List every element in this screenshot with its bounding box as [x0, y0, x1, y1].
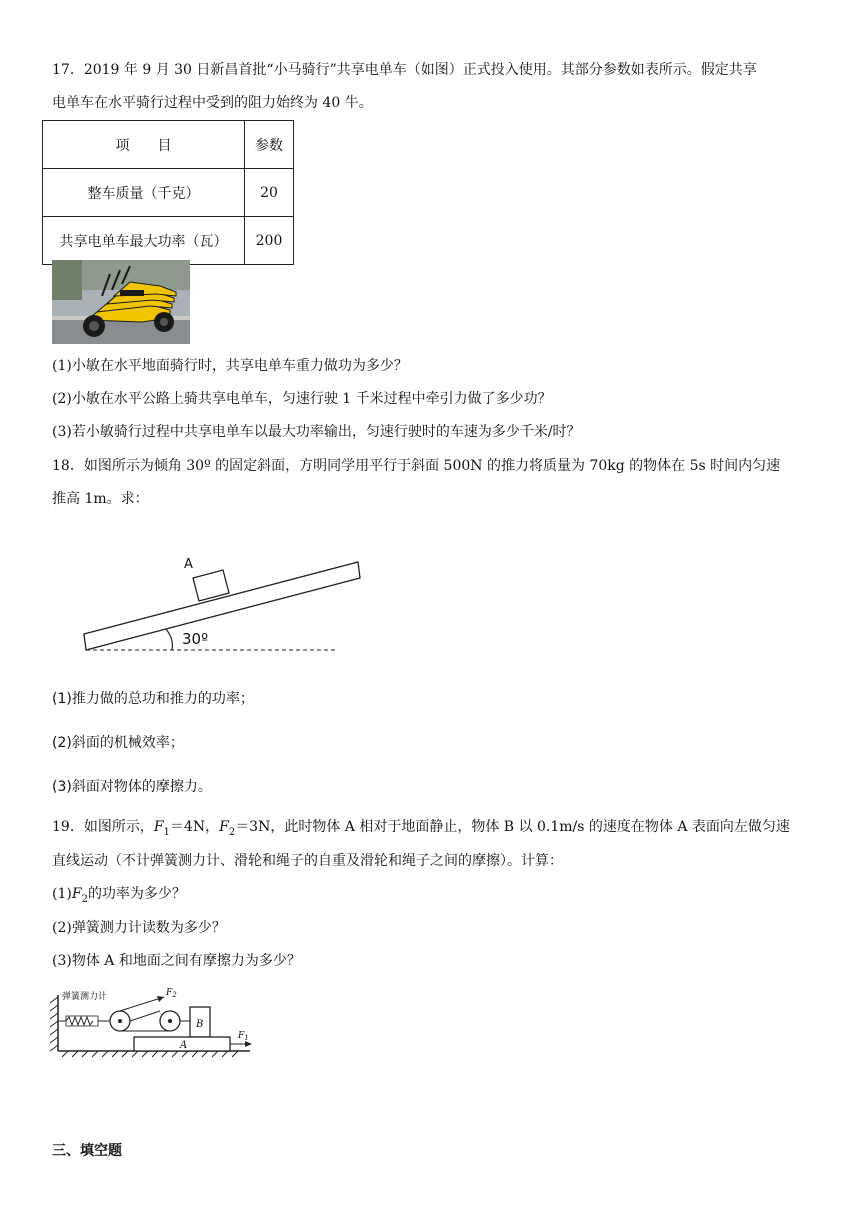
block-b-label: B [196, 1019, 204, 1030]
q18-sub1: (1)推力做的总功和推力的功率； [52, 691, 254, 707]
table-cell: 200 [245, 217, 294, 265]
q17-intro-line1: 17．2019 年 9 月 30 日新昌首批“小马骑行”共享电单车（如图）正式投入使用。其部分参数如表所示。假定共享 [52, 62, 757, 78]
f2-subscript: 2 [81, 893, 88, 905]
f2-subscript: 2 [228, 826, 236, 838]
q18-sub3: (3)斜面对物体的摩擦力。 [52, 779, 212, 795]
f2-symbol: F [219, 819, 229, 835]
section-heading: 三、填空题 [52, 1143, 122, 1159]
q19-sub1 [52, 884, 186, 910]
f1-symbol: F [153, 819, 164, 835]
q18-sub2: (2)斜面的机械效率； [52, 735, 184, 751]
q17-sub1: (1)小敏在水平地面骑行时，共享电单车重力做功为多少？ [52, 358, 408, 374]
angle-label: 30º [182, 630, 209, 648]
q19-sub1-prefix: (1) [52, 886, 72, 902]
spring-scale-label: 弹簧测力计 [62, 992, 108, 1002]
table-row [43, 217, 294, 265]
f2-value: ＝3N，此时物体 A 相对于地面静止，物体 B 以 0.1m/s 的速度在物体 A 表面向左做匀速 [235, 819, 790, 835]
table-header-param: 参数 [245, 121, 294, 169]
f2-symbol: F [71, 886, 82, 902]
table-cell: 共享电单车最大功率（瓦） [43, 217, 245, 265]
table-cell: 20 [245, 169, 294, 217]
q19-sub1-suffix: 的功率为多少？ [87, 886, 186, 902]
table-header-item: 项 目 [43, 121, 245, 169]
q19-sub3: (3)物体 A 和地面之间有摩擦力为多少？ [52, 953, 301, 969]
f2-arrow-label: $F_2$ [166, 988, 177, 999]
q17-sub2: (2)小敏在水平公路上骑共享电单车，匀速行驶 1 千米过程中牵引力做了多少功？ [52, 391, 552, 407]
q18-intro-line1: 18．如图所示为倾角 30º 的固定斜面，方明同学用平行于斜面 500N 的推力将质量为 70kg 的物体在 5s 时间内匀速 [52, 458, 781, 474]
q17-sub3: (3)若小敏骑行过程中共享电单车以最大功率输出，匀速行驶时的车速为多少千米/时？ [52, 424, 581, 440]
block-a-label: A [180, 1040, 188, 1051]
q19-intro-line2: 直线运动（不计弹簧测力计、滑轮和绳子的自重及滑轮和绳子之间的摩擦）。计算： [52, 853, 563, 869]
table-cell: 整车质量（千克） [43, 169, 245, 217]
table-row [43, 169, 294, 217]
f1-subscript: 1 [163, 826, 170, 838]
q19-intro-line1 [52, 817, 790, 843]
q18-intro-line2: 推高 1m。求： [52, 491, 149, 507]
q17-parameter-table [42, 120, 294, 265]
q19-sub2: (2)弹簧测力计读数为多少？ [52, 920, 226, 936]
pulley-diagram [40, 985, 260, 1065]
f1-value: ＝4N， [169, 819, 220, 835]
table-row [43, 121, 294, 169]
incline-diagram [80, 548, 370, 658]
f1-arrow-label: $F_1$ [238, 1031, 249, 1042]
ebike-photo [52, 260, 190, 344]
block-a-label: A [184, 557, 193, 572]
q19-intro-prefix: 19．如图所示， [52, 819, 154, 835]
q17-intro-line2: 电单车在水平骑行过程中受到的阻力始终为 40 牛。 [52, 95, 373, 111]
